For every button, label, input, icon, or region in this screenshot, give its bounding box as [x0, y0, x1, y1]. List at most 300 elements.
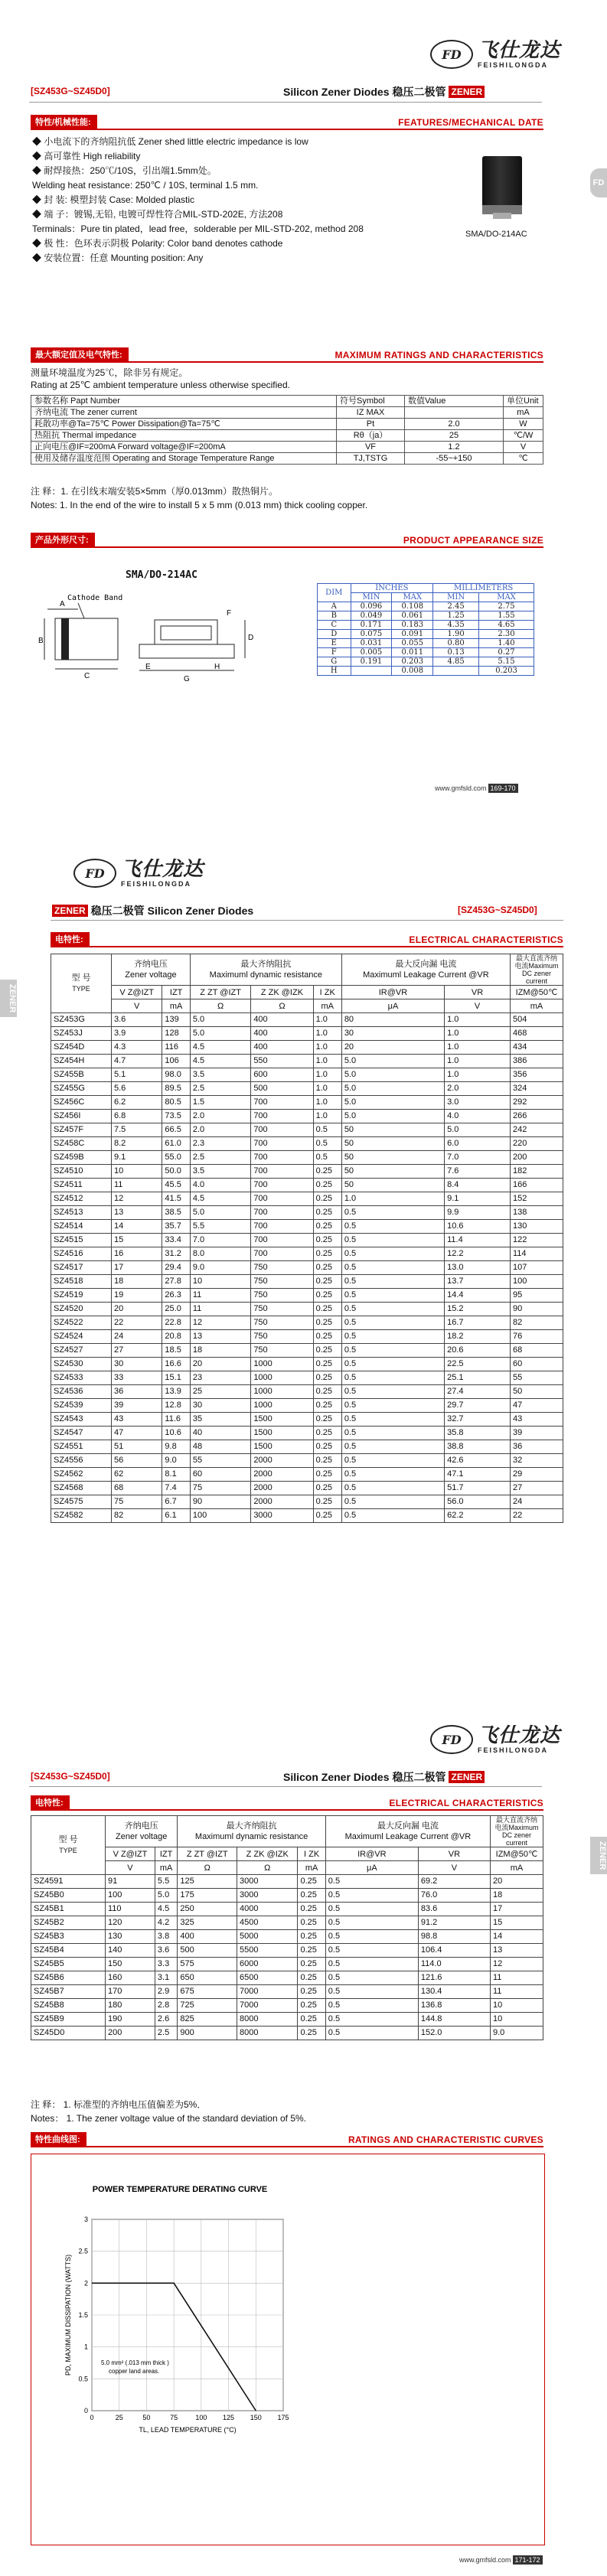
ratings-header-row [31, 396, 543, 407]
electrical-table-1 [51, 954, 563, 1523]
cell-value: 700 [251, 1137, 313, 1151]
cell-value: 18 [491, 1889, 543, 1903]
elec-subheader: IZM@50℃ [491, 1847, 543, 1861]
cell-value: 0.25 [313, 1385, 341, 1399]
cell-value: 13 [112, 1206, 162, 1220]
cell-value: 0.25 [298, 1944, 325, 1958]
x-tick-label: 0 [90, 2414, 94, 2421]
cell-value: 82 [511, 1316, 563, 1330]
cell-value: 1.0 [313, 1096, 341, 1110]
cell-value: 3.9 [112, 1027, 162, 1041]
cell-value: 3000 [237, 1889, 298, 1903]
cell-value: 1.0 [445, 1041, 511, 1055]
cell-value: 18.2 [445, 1330, 511, 1344]
cell-value: 11 [190, 1303, 250, 1316]
elec-section-header: 电特性: ELECTRICAL CHARACTERISTICS [31, 1795, 543, 1811]
cell-value: 144.8 [418, 2013, 490, 2027]
cell-value: 11 [491, 1985, 543, 1999]
cell-value: 2.0 [190, 1123, 250, 1137]
cell-value: 152.0 [418, 2027, 490, 2040]
dim-value: 0.031 [351, 639, 392, 648]
cell-value: 750 [251, 1316, 313, 1330]
table-row [51, 1234, 563, 1247]
dim-sub: MIN [433, 593, 479, 602]
dim-value: 0.096 [351, 602, 392, 611]
cell-value: 80 [341, 1013, 444, 1027]
cell-value: 0.5 [325, 1889, 418, 1903]
cell-value: 4.7 [112, 1055, 162, 1068]
table-row [51, 1027, 563, 1041]
elec-unit: μA [325, 1861, 418, 1875]
cell-value: 5500 [237, 1944, 298, 1958]
dim-row [318, 639, 534, 648]
part-number: SZ4515 [51, 1234, 112, 1247]
cell-value: 700 [251, 1234, 313, 1247]
ratings-symbol: TJ,TSTG [337, 453, 405, 465]
cell-value: 48 [190, 1440, 250, 1454]
cell-value: 98.8 [418, 1930, 490, 1944]
cell-value: 5.5 [155, 1875, 177, 1889]
cell-value: 0.25 [298, 1875, 325, 1889]
ratings-intro-en: Rating at 25℃ ambient temperature unless otherwise specified. [31, 380, 290, 390]
cell-value: 5.0 [341, 1082, 444, 1096]
dim-label-C: C [84, 672, 90, 680]
cell-value: 32.7 [445, 1413, 511, 1427]
cell-value: 0.5 [325, 2013, 418, 2027]
cell-value: 400 [251, 1041, 313, 1055]
outline-section-header: 产品外形尺寸: PRODUCT APPEARANCE SIZE [31, 533, 543, 548]
cell-value: 0.5 [341, 1371, 444, 1385]
cell-value: 20.6 [445, 1344, 511, 1358]
cell-value: 106 [162, 1055, 190, 1068]
table-row [51, 1482, 563, 1495]
cell-value: 725 [178, 1999, 237, 2013]
page-1 [0, 0, 607, 796]
cell-value: 1.0 [341, 1192, 444, 1206]
dimension-table [317, 583, 534, 676]
cell-value: 1.0 [313, 1068, 341, 1082]
part-number: SZ454D [51, 1041, 112, 1055]
y-tick-label: 1 [83, 2343, 88, 2351]
electrical-table-2 [31, 1815, 543, 2040]
part-number: SZ4536 [51, 1385, 112, 1399]
cell-value: 8000 [237, 2027, 298, 2040]
cell-value: 242 [511, 1123, 563, 1137]
cell-value: 7.4 [162, 1482, 190, 1495]
cell-value: 20 [190, 1358, 250, 1371]
cell-value: 7.5 [112, 1123, 162, 1137]
cell-value: 39 [511, 1427, 563, 1440]
feature-line: Terminals：Pure tin plated，lead free，solderable per MIL-STD-202, method 208 [32, 223, 364, 234]
cell-value: 0.5 [341, 1206, 444, 1220]
table-row [31, 1916, 543, 1930]
cell-value: 0.25 [313, 1427, 341, 1440]
col-izm: 最大直流齐纳电流Maximum DC zener current [514, 954, 559, 985]
cell-value: 47.1 [445, 1468, 511, 1482]
cell-value: 3.6 [112, 1013, 162, 1027]
dim-value: 4.85 [433, 657, 479, 667]
cell-value: 0.25 [313, 1344, 341, 1358]
cell-value: 0.25 [313, 1206, 341, 1220]
ratings-unit: ℃/W [504, 430, 543, 442]
dim-letter: C [318, 621, 351, 630]
dim-label-F: F [227, 609, 232, 618]
product-title: Silicon Zener Diodes 稳压二极管 ZENER [283, 84, 485, 99]
cell-value: 17 [491, 1903, 543, 1916]
cell-value: 2000 [251, 1454, 313, 1468]
part-number: SZ45B1 [31, 1903, 106, 1916]
cathode-band-label: Cathode Band [67, 594, 123, 602]
cell-value: 750 [251, 1344, 313, 1358]
table-row [51, 1371, 563, 1385]
table-row [31, 1999, 543, 2013]
dim-row [318, 630, 534, 639]
cell-value: 43 [511, 1413, 563, 1427]
cell-value: 7000 [237, 1999, 298, 2013]
cell-value: 2000 [251, 1495, 313, 1509]
cell-value: 8000 [237, 2013, 298, 2027]
table-row [51, 1303, 563, 1316]
cell-value: 0.25 [298, 2013, 325, 2027]
cell-value: 7.0 [190, 1234, 250, 1247]
cell-value: 15 [491, 1916, 543, 1930]
col-vz-cn: 齐纳电压 [124, 1821, 158, 1831]
cell-value: 700 [251, 1192, 313, 1206]
side-tab-zener: ZENER [590, 1837, 607, 1874]
cell-value: 700 [251, 1179, 313, 1192]
dim-value: 0.055 [392, 639, 433, 648]
cell-value: 0.25 [313, 1482, 341, 1495]
dim-value: 0.203 [479, 667, 534, 676]
table-row [51, 1123, 563, 1137]
cell-value: 0.5 [341, 1261, 444, 1275]
cell-value: 50.0 [162, 1165, 190, 1179]
feature-line: ◆ 小电流下的齐纳阻抗低 Zener shed little electric impedance is low [32, 136, 308, 147]
series-range: [SZ453G~SZ45D0] [31, 1771, 110, 1782]
cell-value: 700 [251, 1123, 313, 1137]
cell-value: 1.0 [445, 1013, 511, 1027]
dim-sub: MAX [479, 593, 534, 602]
cell-value: 0.25 [298, 1985, 325, 1999]
y-tick-label: 0.5 [78, 2375, 88, 2383]
table-row [51, 1082, 563, 1096]
cell-value: 11.4 [445, 1234, 511, 1247]
col-zz-cn: 最大齐纳阻抗 [240, 960, 292, 969]
header-rule [29, 1786, 542, 1787]
table-row [51, 1358, 563, 1371]
table-row [51, 1275, 563, 1289]
table-row [31, 1971, 543, 1985]
cell-value: 47 [112, 1427, 162, 1440]
cell-value: 4.5 [190, 1192, 250, 1206]
cell-value: 25 [190, 1385, 250, 1399]
cell-value: 2.6 [155, 2013, 177, 2027]
cell-value: 400 [251, 1013, 313, 1027]
cell-value: 120 [106, 1916, 155, 1930]
table-row [51, 1247, 563, 1261]
dim-letter: B [318, 611, 351, 621]
features-list [32, 135, 461, 266]
cell-value: 152 [511, 1192, 563, 1206]
cell-value: 500 [178, 1944, 237, 1958]
table-row [51, 1220, 563, 1234]
dim-value: 0.049 [351, 611, 392, 621]
cell-value: 0.5 [341, 1427, 444, 1440]
cell-value: 3.8 [155, 1930, 177, 1944]
cell-value: 136.8 [418, 1999, 490, 2013]
cell-value: 0.5 [325, 1971, 418, 1985]
part-number: SZ4510 [51, 1165, 112, 1179]
elec-unit: mA [155, 1861, 177, 1875]
ratings-value: 25 [405, 430, 504, 442]
elec-subheader: IZT [155, 1847, 177, 1861]
cell-value: 0.5 [341, 1220, 444, 1234]
derating-chart [46, 2181, 321, 2472]
dim-label-E: E [145, 663, 151, 671]
part-number: SZ4568 [51, 1482, 112, 1495]
dim-col-mm: MILLIMETERS [433, 584, 534, 593]
cell-value: 60 [511, 1358, 563, 1371]
cell-value: 0.25 [313, 1330, 341, 1344]
cell-value: 22.5 [445, 1358, 511, 1371]
dim-value: 5.15 [479, 657, 534, 667]
cell-value: 60 [190, 1468, 250, 1482]
cell-value: 0.5 [341, 1275, 444, 1289]
ratings-row [31, 407, 543, 419]
elec-subheader: I ZK [298, 1847, 325, 1861]
cell-value: 12 [112, 1192, 162, 1206]
y-tick-label: 0 [83, 2407, 88, 2415]
cell-value: 0.25 [313, 1234, 341, 1247]
dim-letter: G [318, 657, 351, 667]
cell-value: 11 [491, 1971, 543, 1985]
brand-name-en: FEISHILONGDA [478, 1746, 549, 1754]
part-number: SZ455B [51, 1068, 112, 1082]
cell-value: 31.2 [162, 1247, 190, 1261]
table-row [51, 1041, 563, 1055]
cell-value: 1000 [251, 1358, 313, 1371]
cell-value: 9.9 [445, 1206, 511, 1220]
elec-unit: mA [491, 1861, 543, 1875]
cell-value: 7000 [237, 1985, 298, 1999]
ratings-col-symbol: 符号Symbol [337, 396, 405, 407]
dim-value: 0.075 [351, 630, 392, 639]
cell-value: 0.25 [298, 1999, 325, 2013]
cell-value: 75 [112, 1495, 162, 1509]
y-axis-label: PD, MAXIMUM DISSIPATION (WATTS) [64, 2254, 72, 2376]
product-title: Silicon Zener Diodes 稳压二极管 ZENER [283, 1769, 485, 1785]
cell-value: 220 [511, 1137, 563, 1151]
cell-value: 7.0 [445, 1151, 511, 1165]
cell-value: 6.0 [445, 1137, 511, 1151]
cell-value: 0.5 [341, 1509, 444, 1523]
cell-value: 2.5 [190, 1082, 250, 1096]
cell-value: 35.7 [162, 1220, 190, 1234]
cell-value: 750 [251, 1289, 313, 1303]
cell-value: 6.7 [162, 1495, 190, 1509]
cell-value: 121.6 [418, 1971, 490, 1985]
product-title: ZENER 稳压二极管 Silicon Zener Diodes [52, 903, 253, 918]
cell-value: 90 [511, 1303, 563, 1316]
cell-value: 750 [251, 1261, 313, 1275]
cell-value: 16.7 [445, 1316, 511, 1330]
elec-unit: V [418, 1861, 490, 1875]
cell-value: 55 [511, 1371, 563, 1385]
brand-logo [430, 40, 560, 69]
cell-value: 9.1 [445, 1192, 511, 1206]
x-tick-label: 75 [170, 2414, 178, 2421]
col-izm: 最大直流齐纳电流Maximum DC zener current [494, 1816, 539, 1847]
elec-subheader: VR [445, 986, 511, 999]
part-number: SZ45B6 [31, 1971, 106, 1985]
cell-value: 1000 [251, 1385, 313, 1399]
cell-value: 182 [511, 1165, 563, 1179]
cell-value: 400 [251, 1027, 313, 1041]
cell-value: 14 [112, 1220, 162, 1234]
dim-value [351, 667, 392, 676]
cell-value: 6.2 [112, 1096, 162, 1110]
part-number: SZ4533 [51, 1371, 112, 1385]
cell-value: 750 [251, 1303, 313, 1316]
elec-subheader: IZT [162, 986, 190, 999]
elec-subheader: VR [418, 1847, 490, 1861]
dim-col-header: DIM [318, 584, 351, 602]
dim-value: 2.30 [479, 630, 534, 639]
cell-value: 1.0 [445, 1068, 511, 1082]
cell-value: 2.0 [445, 1082, 511, 1096]
x-tick-label: 100 [195, 2414, 207, 2421]
table-row [31, 1958, 543, 1971]
dim-value: 0.183 [392, 621, 433, 630]
part-number: SZ4551 [51, 1440, 112, 1454]
page-3 [0, 1707, 607, 2576]
cell-value: 140 [106, 1944, 155, 1958]
cell-value: 139 [162, 1013, 190, 1027]
part-number: SZ45B5 [31, 1958, 106, 1971]
table-row [31, 1985, 543, 1999]
cell-value: 8.2 [112, 1137, 162, 1151]
cell-value: 98.0 [162, 1068, 190, 1082]
ratings-symbol: Rθ（ja） [337, 430, 405, 442]
cell-value: 434 [511, 1041, 563, 1055]
footer-page-1: www.gmfsld.com 169-170 [435, 784, 518, 792]
table-row [51, 1206, 563, 1220]
cell-value: 0.25 [313, 1316, 341, 1330]
cell-value: 175 [178, 1889, 237, 1903]
cell-value: 5.0 [341, 1055, 444, 1068]
y-tick-label: 3 [83, 2216, 88, 2223]
cell-value: 200 [106, 2027, 155, 2040]
series-range: [SZ453G~SZ45D0] [31, 86, 110, 96]
cell-value: 14 [491, 1930, 543, 1944]
cell-value: 1.0 [313, 1110, 341, 1123]
cell-value: 200 [511, 1151, 563, 1165]
dim-letter: F [318, 648, 351, 657]
cell-value: 50 [511, 1385, 563, 1399]
part-number: SZ456C [51, 1096, 112, 1110]
cell-value: 0.25 [313, 1220, 341, 1234]
cell-value: 700 [251, 1096, 313, 1110]
elec-subheader: Z ZT @IZT [178, 1847, 237, 1861]
x-tick-label: 50 [142, 2414, 151, 2421]
dim-row [318, 611, 534, 621]
cell-value: 0.25 [313, 1509, 341, 1523]
cell-value: 30 [112, 1358, 162, 1371]
dim-value: 0.061 [392, 611, 433, 621]
ratings-unit: V [504, 442, 543, 453]
part-number: SZ45B9 [31, 2013, 106, 2027]
cell-value: 3.5 [190, 1068, 250, 1082]
annotation-line: copper land areas. [109, 2368, 160, 2375]
cell-value: 324 [511, 1082, 563, 1096]
table-row [51, 1151, 563, 1165]
cell-value: 91 [106, 1875, 155, 1889]
elec-unit: Ω [178, 1861, 237, 1875]
dim-row [318, 657, 534, 667]
cell-value: 11 [112, 1179, 162, 1192]
cell-value: 20.8 [162, 1330, 190, 1344]
cell-value: 9.0 [162, 1454, 190, 1468]
x-axis-label: TL, LEAD TEMPERATURE (°C) [139, 2426, 237, 2434]
cell-value: 3.0 [445, 1096, 511, 1110]
cell-value: 45.5 [162, 1179, 190, 1192]
cell-value: 4.0 [190, 1179, 250, 1192]
cell-value: 27.8 [162, 1275, 190, 1289]
cell-value: 27.4 [445, 1385, 511, 1399]
dim-value: 0.13 [433, 648, 479, 657]
dim-value: 1.90 [433, 630, 479, 639]
cell-value: 40 [190, 1427, 250, 1440]
elec-unit: μA [341, 999, 444, 1013]
table-row [31, 1875, 543, 1889]
cell-value: 2.9 [155, 1985, 177, 1999]
elec-subheader: I ZK [313, 986, 341, 999]
cell-value: 550 [251, 1055, 313, 1068]
cell-value: 50 [341, 1179, 444, 1192]
cell-value: 13.7 [445, 1275, 511, 1289]
cell-value: 9.8 [162, 1440, 190, 1454]
dim-row [318, 648, 534, 657]
cell-value: 0.5 [341, 1385, 444, 1399]
part-number: SZ4514 [51, 1220, 112, 1234]
cell-value: 18 [112, 1275, 162, 1289]
cell-value: 0.5 [341, 1482, 444, 1495]
cell-value: 22 [112, 1316, 162, 1330]
cell-value: 1.0 [445, 1027, 511, 1041]
ratings-row [31, 430, 543, 442]
y-tick-label: 1.5 [78, 2311, 88, 2319]
cell-value: 0.5 [325, 1999, 418, 2013]
cell-value: 0.5 [341, 1440, 444, 1454]
cell-value: 17 [112, 1261, 162, 1275]
cell-value: 122 [511, 1234, 563, 1247]
cell-value: 0.5 [341, 1330, 444, 1344]
cell-value: 130 [511, 1220, 563, 1234]
cell-value: 100 [511, 1275, 563, 1289]
cell-value: 6.1 [162, 1509, 190, 1523]
cell-value: 0.5 [325, 1944, 418, 1958]
dim-letter: E [318, 639, 351, 648]
x-tick-label: 25 [115, 2414, 123, 2421]
cell-value: 0.25 [298, 1971, 325, 1985]
cell-value: 116 [162, 1041, 190, 1055]
annotation-line: 5.0 mm² (.013 mm thick ) [101, 2359, 169, 2366]
cell-value: 468 [511, 1027, 563, 1041]
cell-value: 0.25 [313, 1399, 341, 1413]
table-row [51, 1427, 563, 1440]
cell-value: 51.7 [445, 1482, 511, 1495]
cell-value: 0.5 [341, 1316, 444, 1330]
